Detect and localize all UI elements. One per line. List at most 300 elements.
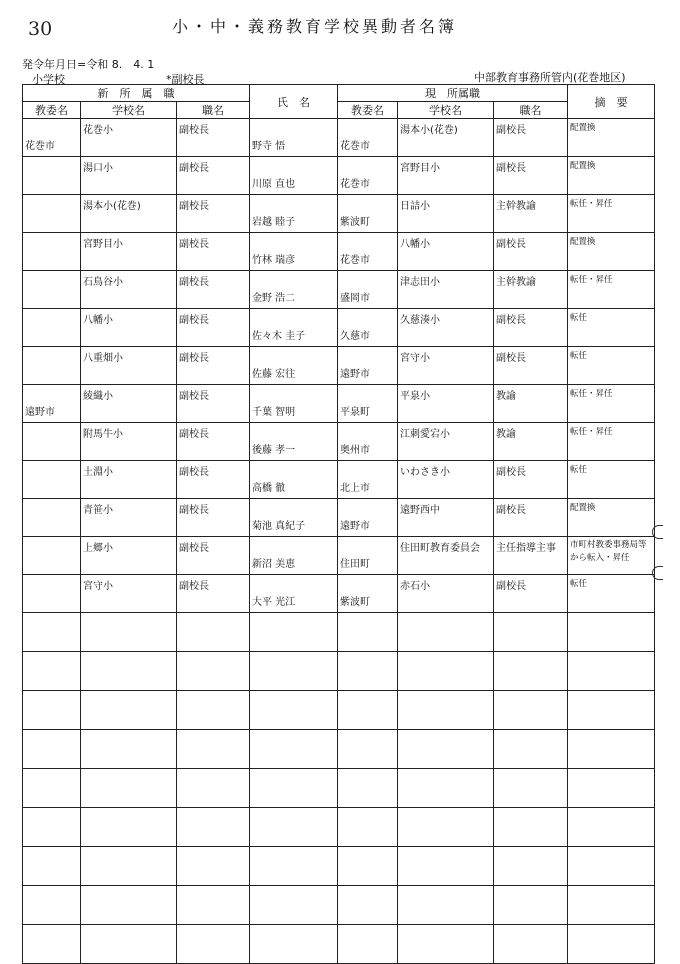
- empty-cell: [338, 886, 398, 925]
- cell-cur-board: [338, 157, 398, 195]
- cell-cur-job: [494, 575, 568, 613]
- empty-cell: [23, 925, 81, 964]
- table-row: [23, 499, 655, 537]
- summary-text: 転任・昇任: [570, 275, 613, 285]
- table-row: [23, 537, 655, 575]
- new-job-text: 副校長: [179, 277, 209, 288]
- cell-cur-job: [494, 271, 568, 309]
- cur-school-text: 湯本小(花巻): [400, 125, 458, 136]
- cell-cur-school: [398, 347, 494, 385]
- cell-new-job: [177, 347, 250, 385]
- empty-cell: [398, 925, 494, 964]
- summary-text: 転任: [570, 351, 588, 361]
- name-text: 後藤 孝一: [252, 445, 296, 456]
- new-school-text: 宮野目小: [83, 239, 123, 250]
- table-row: [23, 195, 655, 233]
- name-text: 千葉 智明: [252, 407, 296, 418]
- cell-new-school: [81, 499, 177, 537]
- cell-cur-board: [338, 119, 398, 157]
- cell-cur-job: [494, 157, 568, 195]
- empty-cell: [23, 808, 81, 847]
- empty-cell: [177, 847, 250, 886]
- cell-new-job: [177, 537, 250, 575]
- cell-cur-board: [338, 537, 398, 575]
- new-school-text: 花巻小: [83, 125, 113, 136]
- empty-cell: [250, 847, 338, 886]
- table-row: [23, 157, 655, 195]
- table-row: [23, 385, 655, 423]
- empty-table-row: [23, 769, 655, 808]
- cell-new-board: [23, 461, 81, 499]
- cur-board-text: 遠野市: [340, 369, 370, 380]
- cell-cur-school: [398, 575, 494, 613]
- cur-board-text: 紫波町: [340, 597, 370, 608]
- transfer-roster-table: [22, 84, 655, 964]
- cell-cur-job: [494, 119, 568, 157]
- header-new-board: 教委名: [23, 102, 81, 119]
- cur-school-text: 遠野西中: [400, 505, 440, 516]
- cur-board-text: 久慈市: [340, 331, 370, 342]
- cur-school-text: 住田町教育委員会: [400, 543, 480, 554]
- new-job-text: 副校長: [179, 391, 209, 402]
- empty-cell: [494, 652, 568, 691]
- cell-new-school: [81, 347, 177, 385]
- cur-job-text: 副校長: [496, 125, 526, 136]
- cell-summary: [568, 461, 655, 499]
- page-number: 30: [28, 18, 53, 40]
- cur-school-text: 江刺愛宕小: [400, 429, 450, 440]
- empty-cell: [177, 730, 250, 769]
- empty-cell: [568, 613, 655, 652]
- board-label: 遠野市: [25, 407, 55, 418]
- empty-table-row: [23, 652, 655, 691]
- cell-cur-school: [398, 119, 494, 157]
- empty-cell: [494, 730, 568, 769]
- new-job-text: 副校長: [179, 239, 209, 250]
- cell-new-board: [23, 575, 81, 613]
- empty-cell: [338, 769, 398, 808]
- cell-new-job: [177, 461, 250, 499]
- cell-name: [250, 157, 338, 195]
- cur-school-text: 赤石小: [400, 581, 430, 592]
- cell-new-school: [81, 119, 177, 157]
- table-row: [23, 347, 655, 385]
- summary-text: 転任: [570, 579, 588, 589]
- new-school-text: 宮守小: [83, 581, 113, 592]
- cur-school-text: 平泉小: [400, 391, 430, 402]
- cell-cur-board: [338, 499, 398, 537]
- empty-cell: [494, 808, 568, 847]
- empty-cell: [23, 691, 81, 730]
- header-new-school: 学校名: [81, 102, 177, 119]
- empty-cell: [398, 808, 494, 847]
- summary-text: 市町村教委事務局等から転入・昇任: [570, 540, 647, 563]
- cell-new-board: [23, 157, 81, 195]
- cell-summary: [568, 157, 655, 195]
- empty-cell: [250, 613, 338, 652]
- cell-new-board: [23, 423, 81, 461]
- table-row: [23, 233, 655, 271]
- cur-school-text: 宮守小: [400, 353, 430, 364]
- cur-board-text: 奥州市: [340, 445, 370, 456]
- cur-board-text: 北上市: [340, 483, 370, 494]
- empty-table-row: [23, 925, 655, 964]
- cell-name: [250, 309, 338, 347]
- cell-summary: [568, 537, 655, 575]
- empty-cell: [398, 730, 494, 769]
- empty-cell: [250, 886, 338, 925]
- cell-cur-school: [398, 195, 494, 233]
- empty-cell: [568, 730, 655, 769]
- document-title: 小・中・義務教育学校異動者名簿: [172, 17, 458, 36]
- cell-name: [250, 537, 338, 575]
- empty-cell: [398, 691, 494, 730]
- cell-new-job: [177, 499, 250, 537]
- binding-ring-mark: [652, 525, 663, 539]
- cell-new-job: [177, 195, 250, 233]
- cell-summary: [568, 309, 655, 347]
- empty-cell: [568, 847, 655, 886]
- cell-cur-board: [338, 309, 398, 347]
- empty-cell: [398, 613, 494, 652]
- cur-school-text: 久慈湊小: [400, 315, 440, 326]
- empty-cell: [494, 925, 568, 964]
- empty-cell: [494, 886, 568, 925]
- cell-cur-job: [494, 347, 568, 385]
- cur-board-text: 住田町: [340, 559, 370, 570]
- cell-cur-job: [494, 385, 568, 423]
- empty-cell: [250, 652, 338, 691]
- board-label: 花巻市: [25, 141, 55, 152]
- cell-new-school: [81, 575, 177, 613]
- empty-cell: [494, 691, 568, 730]
- empty-cell: [177, 652, 250, 691]
- cell-cur-school: [398, 499, 494, 537]
- cell-new-job: [177, 575, 250, 613]
- empty-cell: [338, 925, 398, 964]
- empty-cell: [494, 847, 568, 886]
- cell-name: [250, 119, 338, 157]
- empty-cell: [23, 652, 81, 691]
- name-text: 高橋 徹: [252, 483, 286, 494]
- cell-cur-job: [494, 233, 568, 271]
- cell-cur-job: [494, 461, 568, 499]
- new-job-text: 副校長: [179, 353, 209, 364]
- cur-board-text: 花巻市: [340, 141, 370, 152]
- issue-date: 発令年月日=令和 8. 4. 1: [22, 58, 155, 71]
- cell-summary: [568, 271, 655, 309]
- new-school-text: 八重畑小: [83, 353, 123, 364]
- cell-new-school: [81, 157, 177, 195]
- empty-cell: [81, 808, 177, 847]
- empty-cell: [398, 652, 494, 691]
- name-text: 竹林 瑞彦: [252, 255, 296, 266]
- new-school-text: 綾織小: [83, 391, 113, 402]
- empty-cell: [338, 847, 398, 886]
- cell-new-board: [23, 347, 81, 385]
- empty-cell: [398, 847, 494, 886]
- cell-cur-job: [494, 537, 568, 575]
- cell-summary: [568, 575, 655, 613]
- empty-cell: [338, 808, 398, 847]
- cur-board-text: 遠野市: [340, 521, 370, 532]
- empty-cell: [338, 730, 398, 769]
- empty-table-row: [23, 613, 655, 652]
- empty-cell: [398, 886, 494, 925]
- empty-cell: [250, 691, 338, 730]
- cell-cur-board: [338, 385, 398, 423]
- empty-cell: [250, 925, 338, 964]
- empty-cell: [177, 808, 250, 847]
- cell-summary: [568, 195, 655, 233]
- cell-cur-job: [494, 195, 568, 233]
- cur-school-text: いわさき小: [400, 467, 450, 478]
- empty-cell: [81, 925, 177, 964]
- header-current-post: 現 所属職: [338, 85, 568, 102]
- empty-cell: [338, 613, 398, 652]
- cell-cur-board: [338, 233, 398, 271]
- summary-text: 配置換: [570, 123, 596, 133]
- position-type: *副校長: [166, 73, 205, 86]
- cell-cur-school: [398, 537, 494, 575]
- cell-cur-board: [338, 461, 398, 499]
- empty-cell: [23, 847, 81, 886]
- new-job-text: 副校長: [179, 505, 209, 516]
- empty-cell: [250, 808, 338, 847]
- empty-cell: [81, 769, 177, 808]
- cur-job-text: 主幹教諭: [496, 201, 536, 212]
- cell-cur-school: [398, 271, 494, 309]
- empty-table-row: [23, 730, 655, 769]
- empty-cell: [81, 847, 177, 886]
- cell-new-school: [81, 385, 177, 423]
- table-row: [23, 575, 655, 613]
- cell-summary: [568, 347, 655, 385]
- empty-cell: [494, 613, 568, 652]
- header-summary: 摘 要: [568, 85, 655, 119]
- cell-name: [250, 385, 338, 423]
- empty-cell: [81, 886, 177, 925]
- new-school-text: 上郷小: [83, 543, 113, 554]
- new-job-text: 副校長: [179, 315, 209, 326]
- summary-text: 配置換: [570, 161, 596, 171]
- cell-cur-school: [398, 461, 494, 499]
- empty-cell: [568, 886, 655, 925]
- empty-cell: [177, 691, 250, 730]
- cell-new-board: [23, 233, 81, 271]
- cell-new-school: [81, 423, 177, 461]
- empty-cell: [23, 886, 81, 925]
- empty-cell: [568, 769, 655, 808]
- cur-board-text: 花巻市: [340, 255, 370, 266]
- cell-cur-school: [398, 233, 494, 271]
- new-job-text: 副校長: [179, 429, 209, 440]
- cell-name: [250, 423, 338, 461]
- cell-new-board: [23, 309, 81, 347]
- cell-name: [250, 195, 338, 233]
- cur-job-text: 副校長: [496, 239, 526, 250]
- cell-new-board: [23, 195, 81, 233]
- cell-new-job: [177, 271, 250, 309]
- new-school-text: 湯口小: [83, 163, 113, 174]
- name-text: 菊池 真紀子: [252, 521, 306, 532]
- cell-name: [250, 499, 338, 537]
- cell-new-job: [177, 423, 250, 461]
- cell-new-job: [177, 309, 250, 347]
- empty-cell: [177, 886, 250, 925]
- cell-name: [250, 461, 338, 499]
- cell-cur-board: [338, 575, 398, 613]
- name-text: 大平 光江: [252, 597, 296, 608]
- summary-text: 転任: [570, 465, 588, 475]
- header-cur-board: 教委名: [338, 102, 398, 119]
- new-job-text: 副校長: [179, 543, 209, 554]
- binding-ring-mark: [652, 566, 663, 580]
- header-cur-job: 職名: [494, 102, 568, 119]
- empty-cell: [398, 769, 494, 808]
- header-new-post: 新 所 属 職: [23, 85, 250, 102]
- cell-name: [250, 271, 338, 309]
- cell-cur-board: [338, 195, 398, 233]
- cell-name: [250, 233, 338, 271]
- cell-summary: [568, 119, 655, 157]
- cell-new-job: [177, 119, 250, 157]
- cur-job-text: 副校長: [496, 581, 526, 592]
- cur-job-text: 教諭: [496, 391, 516, 402]
- cell-cur-school: [398, 309, 494, 347]
- cell-new-school: [81, 309, 177, 347]
- cur-school-text: 日詰小: [400, 201, 430, 212]
- cur-board-text: 花巻市: [340, 179, 370, 190]
- cur-board-text: 盛岡市: [340, 293, 370, 304]
- header-name: 氏 名: [250, 85, 338, 119]
- cell-cur-job: [494, 423, 568, 461]
- cell-summary: [568, 233, 655, 271]
- empty-cell: [81, 613, 177, 652]
- cell-cur-school: [398, 157, 494, 195]
- cur-job-text: 副校長: [496, 163, 526, 174]
- name-text: 金野 浩二: [252, 293, 296, 304]
- new-job-text: 副校長: [179, 125, 209, 136]
- empty-cell: [250, 730, 338, 769]
- name-text: 新沼 美恵: [252, 559, 296, 570]
- cell-cur-job: [494, 499, 568, 537]
- cell-new-board: [23, 385, 81, 423]
- cur-job-text: 副校長: [496, 467, 526, 478]
- cell-summary: [568, 385, 655, 423]
- empty-cell: [494, 769, 568, 808]
- new-school-text: 土淵小: [83, 467, 113, 478]
- cur-board-text: 紫波町: [340, 217, 370, 228]
- empty-cell: [177, 613, 250, 652]
- empty-cell: [177, 769, 250, 808]
- school-type: 小学校: [32, 73, 65, 86]
- cell-cur-board: [338, 347, 398, 385]
- new-job-text: 副校長: [179, 163, 209, 174]
- summary-text: 配置換: [570, 503, 596, 513]
- empty-table-row: [23, 691, 655, 730]
- cell-new-board: [23, 537, 81, 575]
- name-text: 佐々木 圭子: [252, 331, 306, 342]
- cur-school-text: 宮野目小: [400, 163, 440, 174]
- cur-job-text: 教諭: [496, 429, 516, 440]
- empty-cell: [568, 925, 655, 964]
- cur-school-text: 津志田小: [400, 277, 440, 288]
- empty-table-row: [23, 847, 655, 886]
- empty-cell: [81, 730, 177, 769]
- cell-summary: [568, 499, 655, 537]
- cell-cur-board: [338, 271, 398, 309]
- name-text: 川原 直也: [252, 179, 296, 190]
- cur-job-text: 主任指導主事: [496, 543, 556, 554]
- table-row: [23, 423, 655, 461]
- summary-text: 配置換: [570, 237, 596, 247]
- empty-table-row: [23, 808, 655, 847]
- empty-cell: [81, 691, 177, 730]
- cur-job-text: 主幹教諭: [496, 277, 536, 288]
- new-school-text: 八幡小: [83, 315, 113, 326]
- empty-cell: [338, 691, 398, 730]
- cell-name: [250, 347, 338, 385]
- header-cur-school: 学校名: [398, 102, 494, 119]
- summary-text: 転任・昇任: [570, 427, 613, 437]
- new-school-text: 附馬牛小: [83, 429, 123, 440]
- name-text: 佐藤 宏往: [252, 369, 296, 380]
- cell-summary: [568, 423, 655, 461]
- empty-cell: [23, 730, 81, 769]
- cur-school-text: 八幡小: [400, 239, 430, 250]
- empty-table-row: [23, 886, 655, 925]
- table-row: [23, 309, 655, 347]
- empty-cell: [338, 652, 398, 691]
- empty-cell: [81, 652, 177, 691]
- empty-cell: [568, 808, 655, 847]
- cur-job-text: 副校長: [496, 315, 526, 326]
- cur-job-text: 副校長: [496, 353, 526, 364]
- new-school-text: 青笹小: [83, 505, 113, 516]
- empty-cell: [250, 769, 338, 808]
- cell-new-school: [81, 271, 177, 309]
- cur-job-text: 副校長: [496, 505, 526, 516]
- empty-cell: [568, 652, 655, 691]
- empty-cell: [23, 769, 81, 808]
- cell-cur-board: [338, 423, 398, 461]
- new-job-text: 副校長: [179, 467, 209, 478]
- cell-new-school: [81, 537, 177, 575]
- cell-name: [250, 575, 338, 613]
- cell-cur-school: [398, 385, 494, 423]
- cell-new-school: [81, 233, 177, 271]
- cell-new-job: [177, 385, 250, 423]
- table-row: [23, 461, 655, 499]
- cell-cur-job: [494, 309, 568, 347]
- summary-text: 転任・昇任: [570, 389, 613, 399]
- table-row: [23, 271, 655, 309]
- empty-cell: [568, 691, 655, 730]
- new-job-text: 副校長: [179, 201, 209, 212]
- summary-text: 転任・昇任: [570, 199, 613, 209]
- cell-new-school: [81, 461, 177, 499]
- summary-text: 転任: [570, 313, 588, 323]
- cell-cur-school: [398, 423, 494, 461]
- cell-new-board: [23, 271, 81, 309]
- cur-board-text: 平泉町: [340, 407, 370, 418]
- cell-new-school: [81, 195, 177, 233]
- table-row: [23, 119, 655, 157]
- office-area: 中部教育事務所管内(花巻地区): [474, 71, 626, 84]
- new-school-text: 湯本小(花巻): [83, 201, 141, 212]
- cell-new-job: [177, 157, 250, 195]
